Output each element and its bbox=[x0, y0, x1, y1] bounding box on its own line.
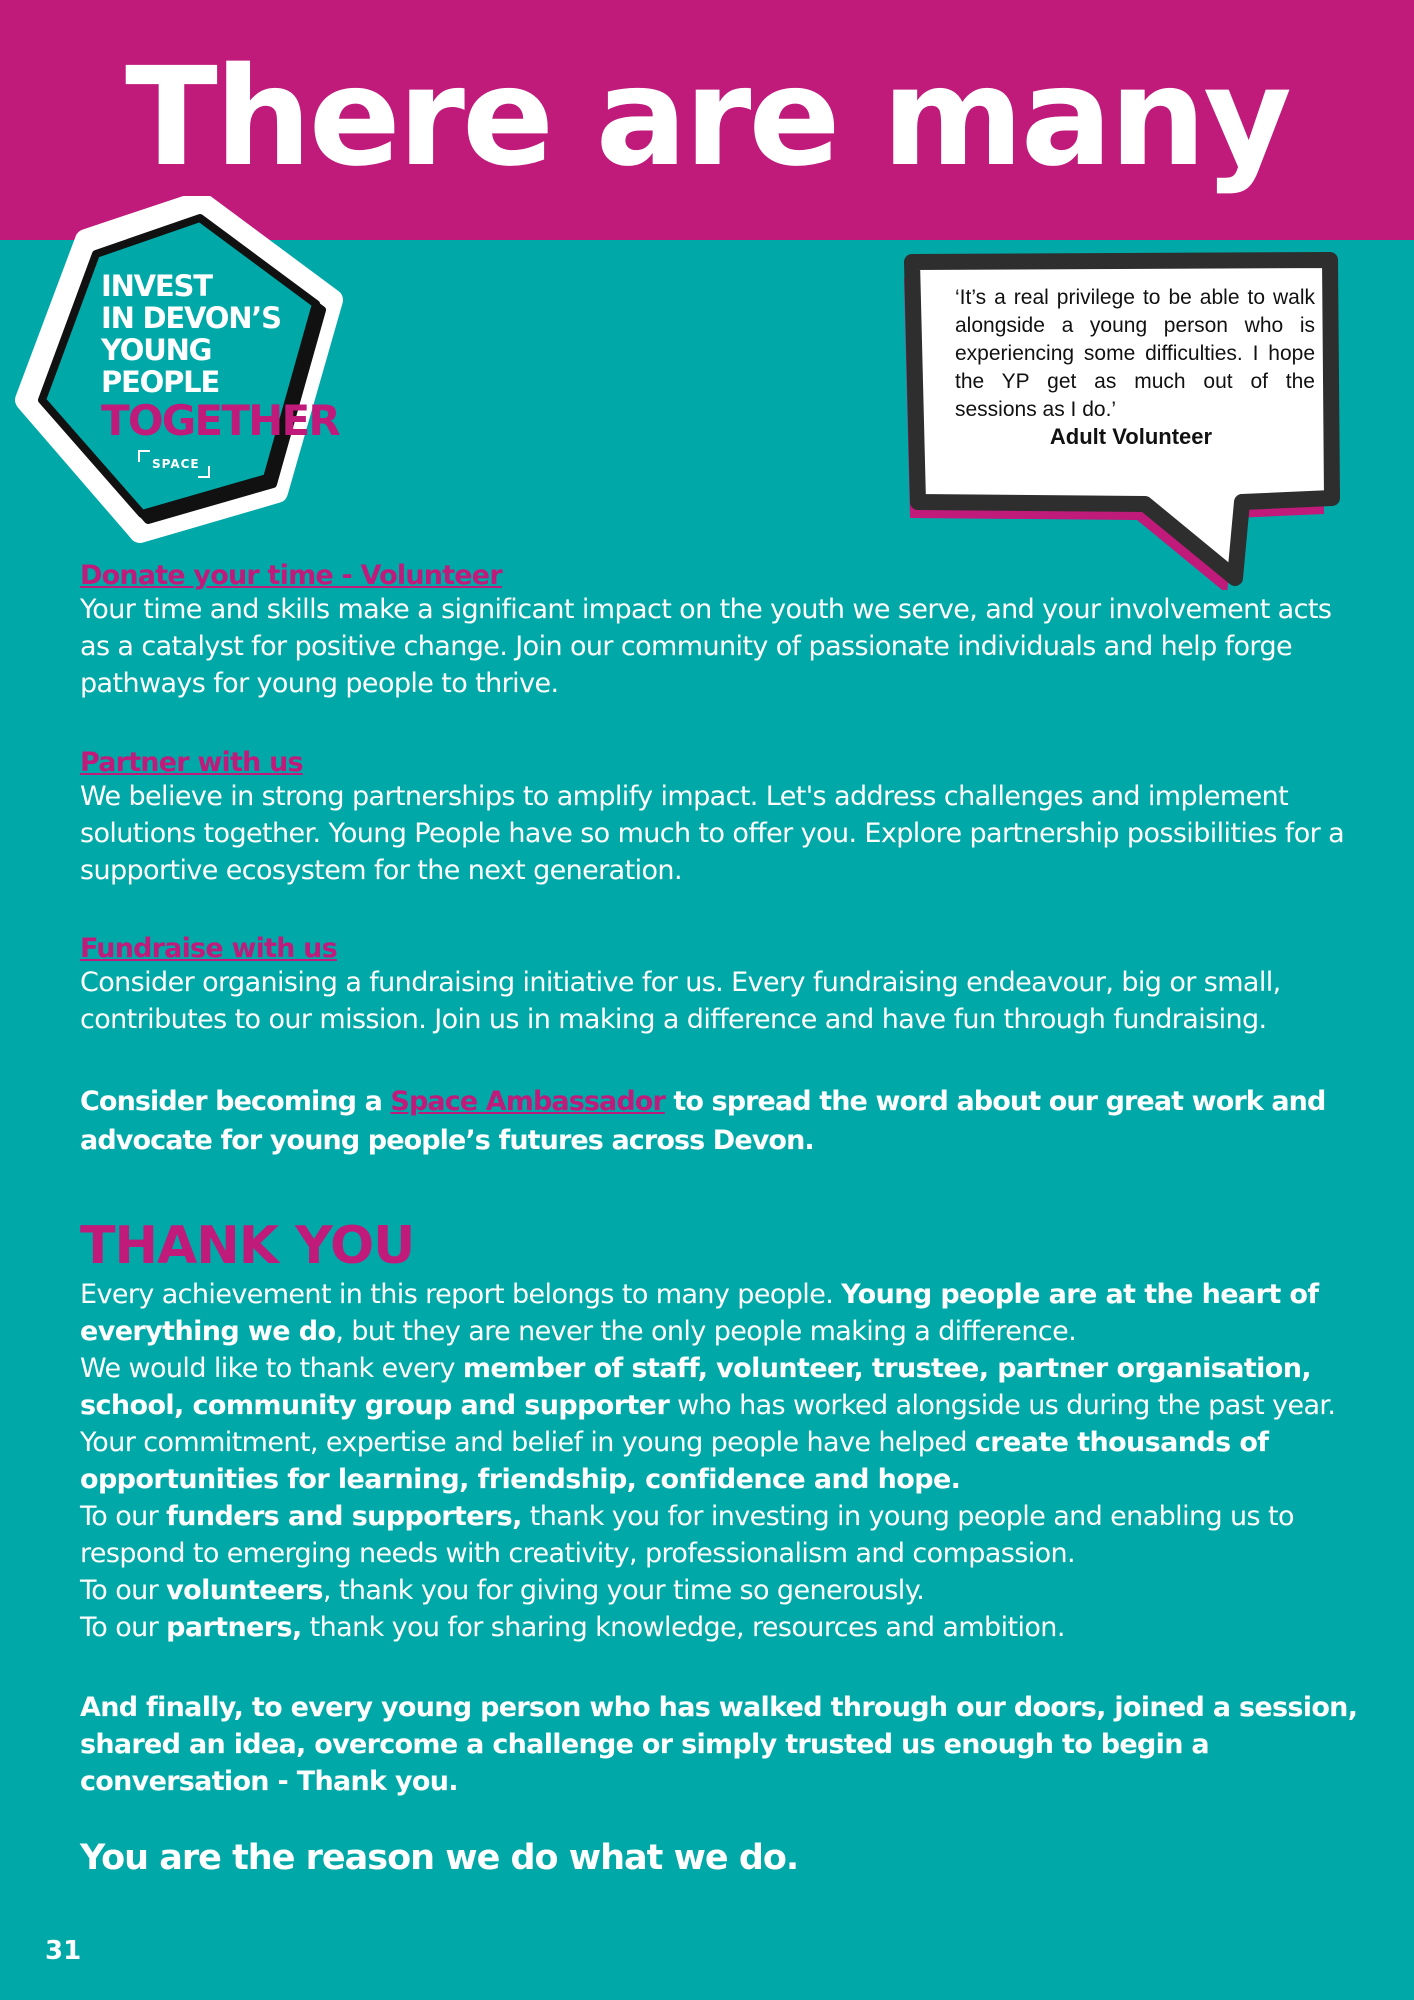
text: To our bbox=[80, 1575, 167, 1606]
thank-you-paragraph bbox=[80, 1350, 1360, 1424]
section-body: We believe in strong partnerships to amplify impact. Let's address challenges and implement solutions together. Young People have so much to offer you. Explore partnership possibilities for a supportive ecosystem for the next generation. bbox=[80, 781, 1345, 886]
logo-wordmark bbox=[101, 269, 339, 445]
thank-you-paragraph bbox=[80, 1276, 1360, 1350]
thank-you-section bbox=[80, 1216, 1360, 1646]
section-partner bbox=[80, 747, 1360, 889]
logo-line-together: TOGETHER bbox=[101, 396, 339, 445]
text: , but they are never the only people making a difference. bbox=[335, 1316, 1077, 1347]
quote-author: Adult Volunteer bbox=[1049, 424, 1213, 449]
closing-statement: You are the reason we do what we do. bbox=[80, 1838, 799, 1878]
text-bold: create thousands of opportunities for learning, friendship, confidence and hope. bbox=[80, 1427, 1269, 1495]
callout-text: to spread the word about our great work and advocate for young people’s futures across Devon. bbox=[80, 1086, 1326, 1156]
final-message: And finally, to every young person who has walked through our doors, joined a session, shared an idea, overcome a challenge or simply trusted us enough to begin a conversation - Thank you. bbox=[80, 1692, 1358, 1797]
logo-line: INVEST bbox=[101, 269, 212, 303]
logo-line: IN DEVON’S bbox=[101, 301, 281, 335]
page-title: There are many bbox=[125, 39, 1289, 197]
text: To our bbox=[80, 1612, 167, 1643]
text: thank you for investing in young people and enabling us to respond to emerging needs with creativity, professionalism and compassion. bbox=[80, 1501, 1294, 1569]
thank-you-paragraph bbox=[80, 1424, 1360, 1498]
section-body: Your time and skills make a significant impact on the youth we serve, and your involvement acts as a catalyst for positive change. Join our community of passionate individuals and help forge pathways for young people to thrive. bbox=[80, 594, 1332, 699]
text: We would like to thank every bbox=[80, 1353, 463, 1384]
section-body: Consider organising a fundraising initiative for us. Every fundraising endeavour, big or small, contributes to our mission. Join us in making a difference and have fun through fundraising. bbox=[80, 967, 1281, 1035]
text-bold: member of staff, volunteer, trustee, partner organisation, school, community group and supporter bbox=[80, 1353, 1312, 1421]
logo-line: PEOPLE bbox=[101, 365, 220, 399]
ambassador-callout bbox=[80, 1082, 1360, 1160]
text: Every achievement in this report belongs to many people. bbox=[80, 1279, 842, 1310]
text: , thank you for giving your time so generously. bbox=[322, 1575, 925, 1606]
text: To our bbox=[80, 1501, 167, 1532]
section-fundraise bbox=[80, 933, 1360, 1038]
thank-you-heading: THANK YOU bbox=[80, 1216, 415, 1276]
logo-line: YOUNG bbox=[101, 333, 212, 367]
bracket-corner-icon bbox=[198, 466, 210, 478]
volunteer-link[interactable]: Donate your time - Volunteer bbox=[80, 560, 502, 591]
ambassador-link[interactable]: Space Ambassador bbox=[390, 1086, 665, 1117]
text: thank you for sharing knowledge, resources and ambition. bbox=[301, 1612, 1065, 1643]
text-bold: volunteers bbox=[166, 1575, 323, 1606]
brand-name: SPACE bbox=[152, 457, 200, 471]
callout-text: Consider becoming a bbox=[80, 1086, 391, 1117]
section-volunteer bbox=[80, 560, 1360, 702]
space-brand-logo bbox=[138, 448, 210, 478]
text-bold: funders and supporters, bbox=[166, 1501, 522, 1532]
thank-you-paragraph bbox=[80, 1609, 1360, 1646]
bracket-corner-icon bbox=[138, 450, 150, 462]
volunteer-quote: ‘It’s a real privilege to be able to walk alongside a young person who is experiencing some difficulties. I hope the YP get as much out of the sessions as I do.’ bbox=[955, 286, 1315, 421]
text-bold: partners, bbox=[166, 1612, 302, 1643]
partner-link[interactable]: Partner with us bbox=[80, 747, 303, 778]
text-bold: Young people are at the heart of everything we do bbox=[80, 1279, 1319, 1347]
text: who has worked alongside us during the past year. bbox=[669, 1390, 1336, 1421]
thank-you-paragraph bbox=[80, 1498, 1360, 1572]
fundraise-link[interactable]: Fundraise with us bbox=[80, 933, 337, 964]
thank-you-paragraph bbox=[80, 1572, 1360, 1609]
page-number: 31 bbox=[45, 1936, 82, 1966]
text: Your commitment, expertise and belief in young people have helped bbox=[80, 1427, 975, 1458]
